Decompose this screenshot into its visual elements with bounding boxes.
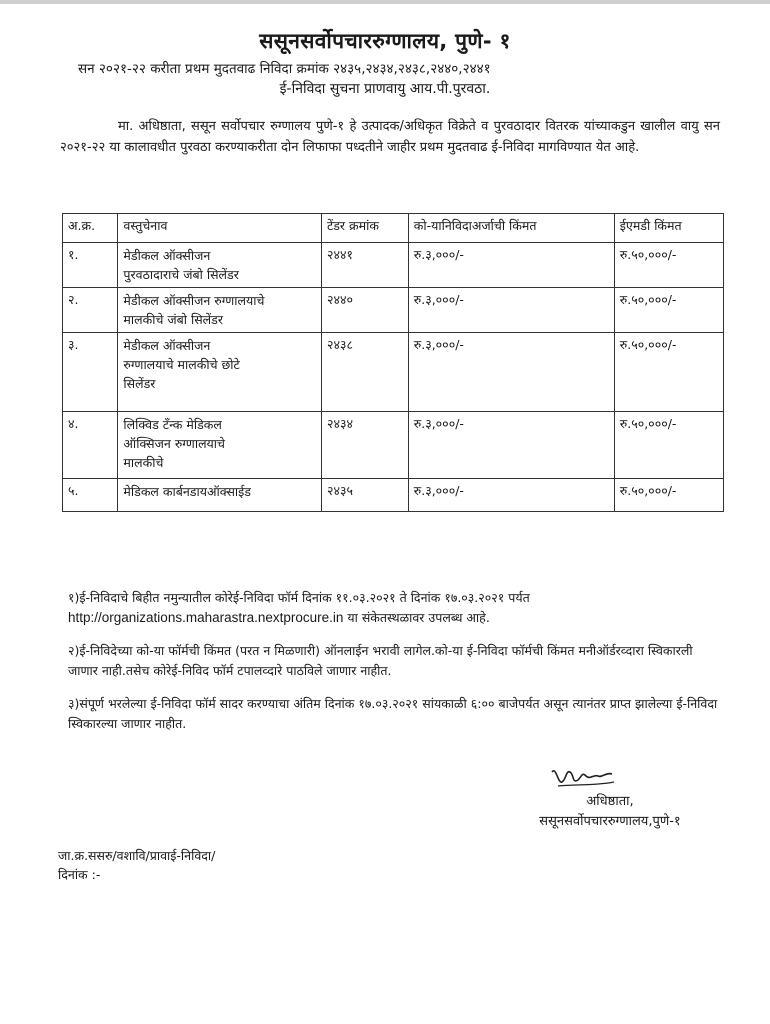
cell-tender-no: २४३८ [321,333,408,412]
note-3: ३)संपूर्ण भरलेल्या ई-निविदा फॉर्म सादर करण्याचा अंतिम दिनांक १७.०३.२०२१ सांयकाळी ६:०० बाजेपर्यत असून त्यानंतर प्राप्त झालेल्या ई-निविदा स्विकारल्या जाणार नाहीत. [68,696,718,731]
cell-tender-no: २४४१ [321,243,408,288]
procurement-link[interactable]: http://organizations.maharastra.nextprocure.in [68,610,344,625]
item-line: सिलेंडर [123,376,156,391]
tender-table [62,213,724,512]
notes-section [68,588,724,747]
item-line: लिक्विड टँन्क मेडिकल [123,417,222,432]
cell-tender-no: २४३५ [321,479,408,512]
cell-form-fee: रु.३,०००/- [408,288,614,333]
table-row [63,333,724,412]
note-1-suffix: या संकेतस्थळावर उपलब्ध आहे. [343,610,490,625]
cell-form-fee: रु.३,०००/- [408,479,614,512]
cell-item [118,288,322,333]
cell-emd: रु.५०,०००/- [614,333,723,412]
note-1 [68,588,724,628]
cell-item [118,479,322,512]
cell-serial: २. [63,288,118,333]
col-header-form-fee: को-यानिविदाअर्जाची किंमत [408,214,614,243]
item-line: मेडीकल ऑक्सीजन [123,248,211,263]
cell-form-fee: रु.३,०००/- [408,412,614,479]
cell-emd: रु.५०,०००/- [614,412,723,479]
item-line: मालकीचे [123,455,164,470]
col-header-tender-no: टेंडर क्रमांक [321,214,408,243]
cell-emd: रु.५०,०००/- [614,243,723,288]
cell-form-fee: रु.३,०००/- [408,333,614,412]
cell-emd: रु.५०,०००/- [614,288,723,333]
cell-item [118,412,322,479]
item-line: ऑक्सिजन रुग्णालयाचे [123,436,225,451]
notice-subject: ई-निविदा सुचना प्राणवायु आय.पी.पुरवठा. [279,81,491,97]
cell-serial: १. [63,243,118,288]
hospital-title: ससूनसर्वोपचाररुग्णालय, पुणे- १ [259,29,511,53]
item-line: पुरवठादाराचे जंबो सिलेंडर [123,267,239,282]
signatory-office: ससूनसर्वोपचाररुग्णालय,पुणे-१ [539,814,681,829]
item-line: मेडिकल कार्बनडायऑक्साईड [123,484,251,499]
signatory-designation: अधिष्ठाता, [586,794,634,809]
item-line: मेडीकल ऑक्सीजन रुग्णालयाचे [123,293,265,308]
cell-serial: ५. [63,479,118,512]
reference-number: जा.क्र.ससरु/वशावि/प्रावाई-निविदा/ [58,848,216,863]
signatory-block [510,792,710,832]
cell-serial: ३. [63,333,118,412]
cell-emd: रु.५०,०००/- [614,479,723,512]
note-2: २)ई-निविदेच्या को-या फॉर्मची किंमत (परत न मिळणारी) ऑनलाईन भरावी लागेल.को-या ई-निविदा फॉर्मची किंमत मनीऑर्डरव्दारा स्विकारली जाणार नाही.तसेच कोरेई-निविद फॉर्म टपालव्दारे पाठविले जाणार नाहीत. [68,643,693,678]
col-header-emd: ईएमडी किंमत [614,214,723,243]
table-row [63,288,724,333]
table-row [63,412,724,479]
cell-item [118,243,322,288]
signature-mark [548,762,620,790]
col-header-serial: अ.क्र. [63,214,118,243]
cell-form-fee: रु.३,०००/- [408,243,614,288]
item-line: मालकीचे जंबो सिलेंडर [123,312,223,327]
item-line: रुग्णालयाचे मालकीचे छोटे [123,357,240,372]
cell-tender-no: २४४० [321,288,408,333]
table-row [63,243,724,288]
reference-block [58,846,215,884]
note-1-text: १)ई-निविदाचे बिहीत नमुन्यातील कोरेई-निविदा फॉर्म दिनांक ११.०३.२०२१ ते दिनांक १७.०३.२०२१ पर्यत [68,590,530,605]
cell-item [118,333,322,412]
cell-serial: ४. [63,412,118,479]
table-row [63,479,724,512]
col-header-item: वस्तुचेनाव [118,214,322,243]
reference-date: दिनांक :- [58,867,101,882]
tender-subtitle: सन २०२१-२२ करीता प्रथम मुदतवाढ निविदा क्रमांक २४३५,२४३४,२४३८,२४४०,२४४१ [78,61,491,77]
cell-tender-no: २४३४ [321,412,408,479]
table-header-row [63,214,724,243]
item-line: मेडीकल ऑक्सीजन [123,338,211,353]
top-border [0,0,770,4]
intro-paragraph: मा. अधिष्ठाता, ससून सर्वोपचार रुग्णालय पुणे-१ हे उत्पादक/अधिकृत विक्रेते व पुरवठादार वितरक यांच्याकडुन खालील वायु सन २०२१-२२ या कालावधीत पुरवठा करण्याकरीता दोन लिफाफा पध्दतीने जाहीर प्रथम मुदतवाढ ई-निविदा मागविण्यात येत आहे. [60,119,720,155]
